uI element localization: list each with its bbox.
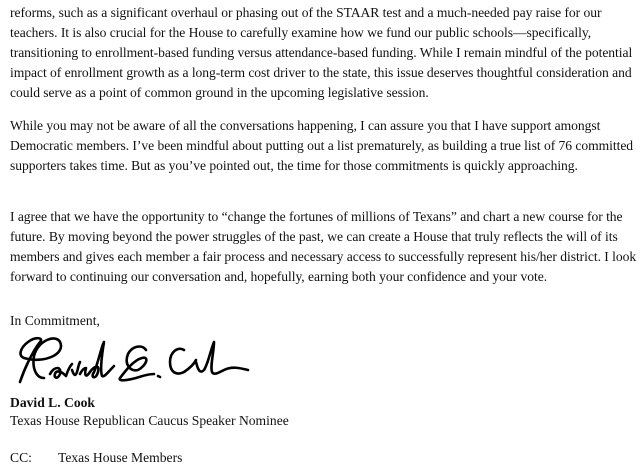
cc-line [10, 448, 182, 468]
cc-label: CC: [10, 450, 32, 465]
body-paragraph-2: While you may not be aware of all the conversations happening, I can assure you that I have support amongst Democratic members. I’ve been mindful about putting out a list prematurely, as building a true list of 76 committed supporters takes time. But as you’ve pointed out, the time for those commitments is quickly approaching. [10, 118, 634, 173]
body-paragraph-3: I agree that we have the opportunity to “change the fortunes of millions of Texans” and chart a new course for the future. By moving beyond the power struggles of the past, we can create a House that truly reflects the will of its members and gives each member a fair process and necessary access to successfully represent his/her district. I look forward to continuing our conversation and, hopefully, earning both your confidence and your vote. [10, 209, 637, 284]
handwritten-signature [14, 330, 254, 390]
signer-name: David L. Cook [10, 395, 95, 410]
signer-title: Texas House Republican Caucus Speaker Nominee [10, 413, 289, 428]
closing-salutation: In Commitment, [10, 313, 100, 328]
body-paragraph-1: reforms, such as a significant overhaul or phasing out of the STAAR test and a much-needed pay raise for our teachers. It is also crucial for the House to carefully examine how we fund our public schools—specifically, transitioning to enrollment-based funding versus attendance-based funding. While I remain mindful of the potential impact of enrollment growth as a long-term cost driver to the state, this issue deserves thoughtful consideration and could serve as a point of common ground in the upcoming legislative session. [10, 5, 633, 100]
cc-recipients: Texas House Members [58, 450, 183, 465]
